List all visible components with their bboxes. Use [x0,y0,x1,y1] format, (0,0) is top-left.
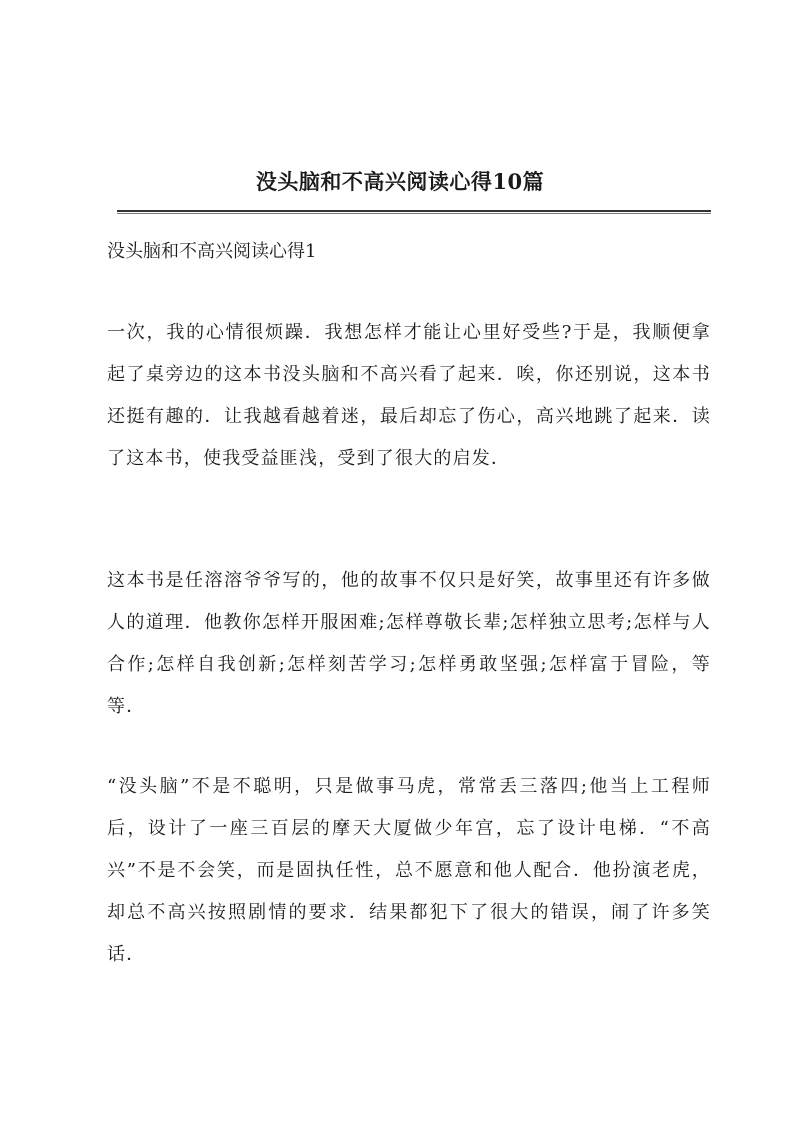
paragraph-2: 这本书是任溶溶爷爷写的，他的故事不仅只是好笑，故事里还有许多做人的道理．他教你怎样开服困难;怎样尊敬长辈;怎样独立思考;怎样与人合作;怎样自我创新;怎样刻苦学习;怎样勇敢坚强;怎样富于冒险，等等． [107,570,711,717]
paragraph-3: “没头脑”不是不聪明，只是做事马虎，常常丢三落四;他当上工程师后，设计了一座三百层的摩天大厦做少年宫，忘了设计电梯．“不高兴”不是不会笑，而是固执任性，总不愿意和他人配合．他扮演老虎，却总不高兴按照剧情的要求．结果都犯下了很大的错误，闹了许多笑话． [107,776,711,965]
title-divider [117,210,711,214]
section-heading: 没头脑和不高兴阅读心得1 [107,241,317,262]
paragraph-1: 一次，我的心情很烦躁．我想怎样才能让心里好受些?于是，我顺便拿起了桌旁边的这本书没头脑和不高兴看了起来．唉，你还别说，这本书还挺有趣的．让我越看越着迷，最后却忘了伤心，高兴地跳了起来．读了这本书，使我受益匪浅，受到了很大的启发． [107,322,711,469]
document-title: 没头脑和不高兴阅读心得10篇 [255,169,545,194]
